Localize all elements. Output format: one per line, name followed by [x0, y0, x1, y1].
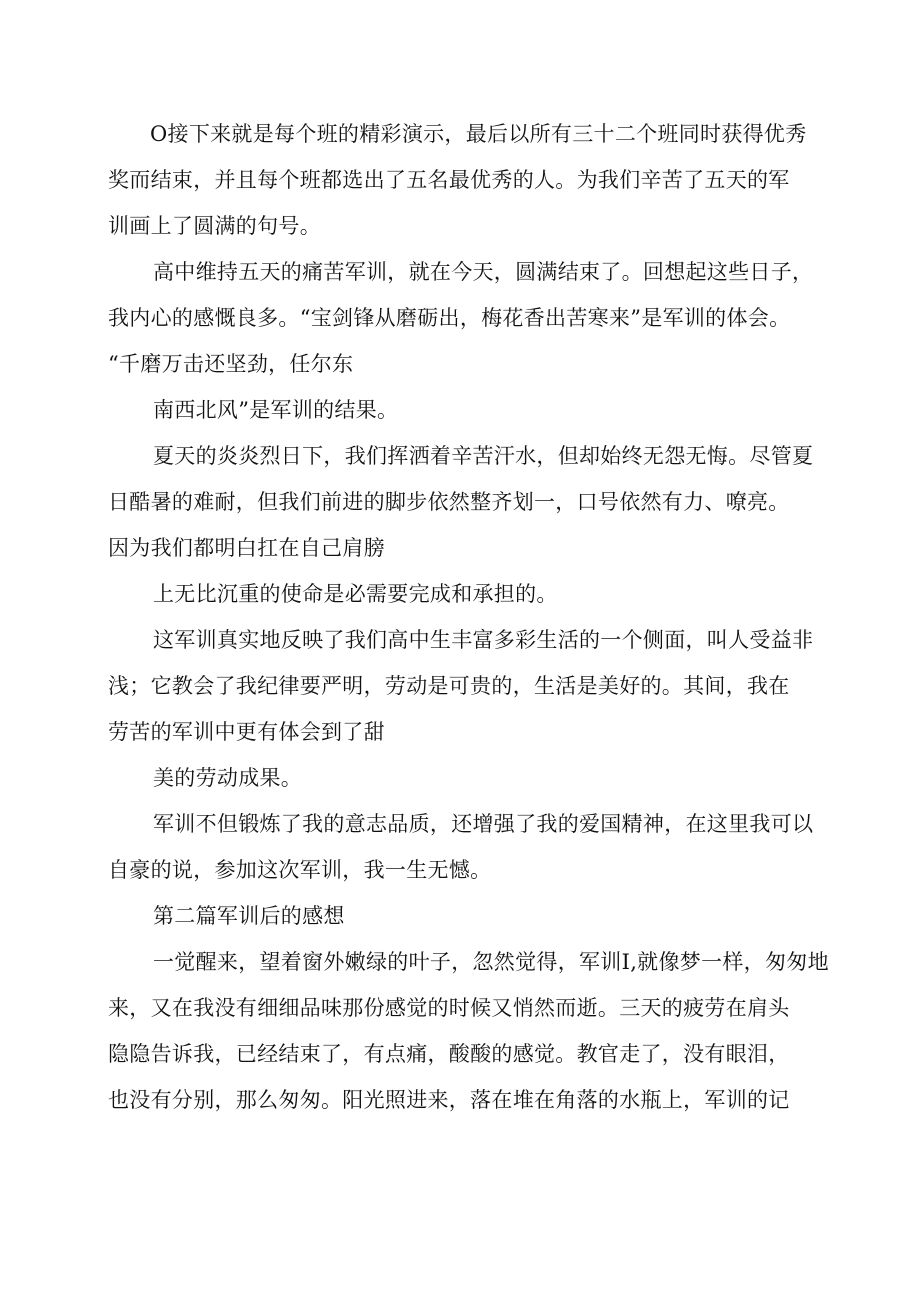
- text-line: 因为我们都明白扛在自己肩膀: [108, 536, 385, 560]
- text-line: 一觉醒来，望着窗外嫩绿的叶子，忽然觉得，军训I,就像梦一样，匆匆地: [153, 950, 829, 974]
- text-line: 来，又在我没有细细品味那份感觉的时候又悄然而逝。三天的疲劳在肩头: [108, 996, 790, 1020]
- text-line: 训画上了圆满的句号。: [108, 214, 321, 238]
- text-line: 军训不但锻炼了我的意志品质，还增强了我的爱国精神，在这里我可以: [153, 812, 814, 836]
- text-line: 隐隐告诉我，已经结束了，有点痛，酸酸的感觉。教官走了，没有眼泪，: [108, 1042, 790, 1066]
- text-line: 奖而结束，并且每个班都选出了五名最优秀的人。为我们辛苦了五天的军: [108, 168, 790, 192]
- text-line: 自豪的说，参加这次军训，我一生无憾。: [108, 858, 492, 882]
- text-line: 美的劳动成果。: [153, 766, 303, 790]
- text-line: 高中维持五天的痛苦军训，就在今天，圆满结束了。回想起这些日子，: [153, 260, 814, 284]
- text-line: O接下来就是每个班的精彩演示，最后以所有三十二个班同时获得优秀: [150, 122, 807, 146]
- section-heading: 第二篇军训后的感想: [153, 904, 345, 928]
- text-line: “千磨万击还坚劲，任尔东: [108, 352, 354, 376]
- text-line: 南西北风”是军训的结果。: [153, 398, 399, 422]
- text-line: 日酷暑的难耐，但我们前进的脚步依然整齐划一，口号依然有力、嘹亮。: [108, 490, 790, 514]
- text-line: 浅；它教会了我纪律要严明，劳动是可贵的，生活是美好的。其间，我在: [108, 674, 790, 698]
- text-line: 这军训真实地反映了我们高中生丰富多彩生活的一个侧面，叫人受益非: [153, 628, 814, 652]
- text-line: 也没有分别，那么匆匆。阳光照进来，落在堆在角落的水瓶上，军训的记: [108, 1088, 790, 1112]
- text-line: 劳苦的军训中更有体会到了甜: [108, 720, 385, 744]
- text-line: 我内心的感慨良多。“宝剑锋从磨砺出，梅花香出苦寒来”是军训的体会。: [108, 306, 791, 330]
- text-line: 夏天的炎炎烈日下，我们挥洒着辛苦汗水，但却始终无怨无悔。尽管夏: [153, 444, 814, 468]
- text-line: 上无比沉重的使命是必需要完成和承担的。: [153, 582, 558, 606]
